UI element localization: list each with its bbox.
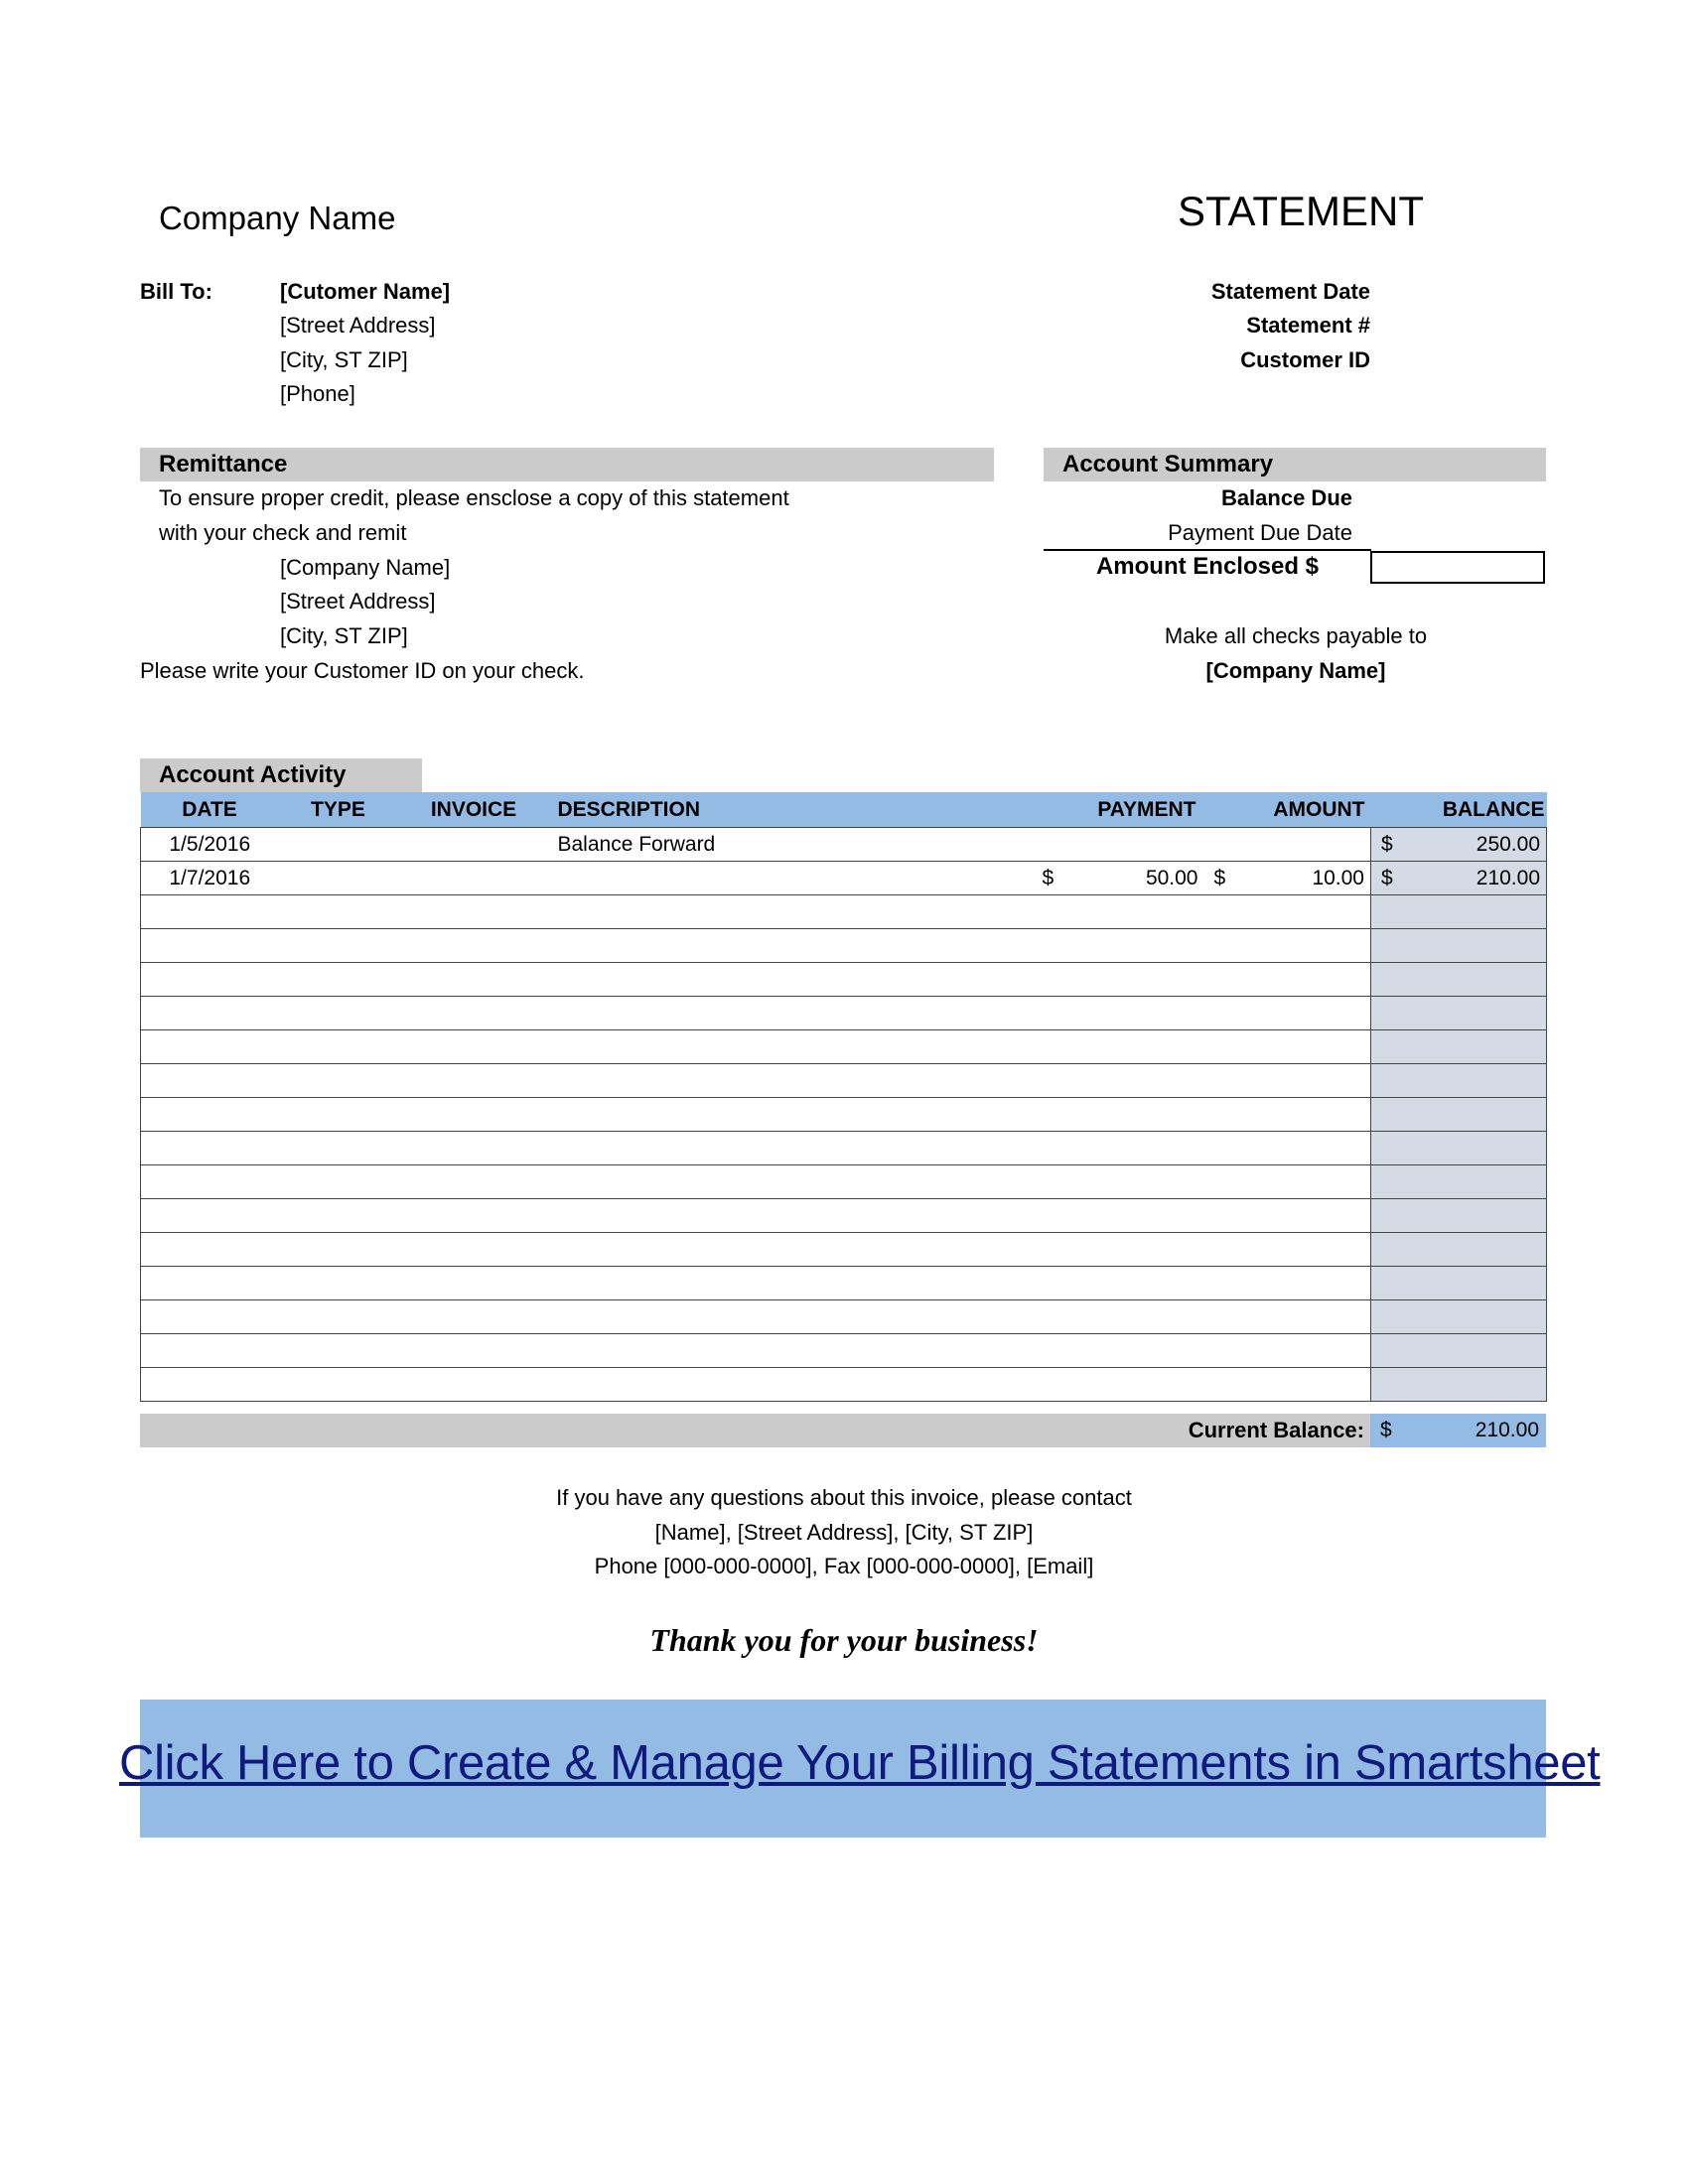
cell-payment [1033, 895, 1204, 929]
cell-type [279, 1267, 398, 1300]
cell-invoice [398, 1300, 550, 1334]
thank-you-message: Thank you for your business! [649, 1622, 1039, 1658]
cell-type [279, 1368, 398, 1402]
cell-type [279, 929, 398, 963]
cell-balance [1371, 1165, 1547, 1199]
cell-payment [1033, 1098, 1204, 1132]
cell-balance [1371, 1064, 1547, 1098]
col-invoice: INVOICE [398, 792, 550, 828]
cell-date [141, 1368, 279, 1402]
table-row [141, 1300, 1547, 1334]
table-row [141, 1064, 1547, 1098]
remit-city: [City, ST ZIP] [280, 623, 408, 648]
cell-balance [1371, 862, 1547, 895]
cell-amount [1204, 1030, 1371, 1064]
cell-balance [1371, 1098, 1547, 1132]
amount-enclosed-label: Amount Enclosed $ [1095, 553, 1319, 580]
cell-balance [1371, 1368, 1547, 1402]
cell-amount [1204, 1098, 1371, 1132]
cell-payment [1033, 1267, 1204, 1300]
cell-date [141, 997, 279, 1030]
cell-description [550, 1300, 1033, 1334]
cell-invoice [398, 895, 550, 929]
cell-amount-value: 10.00 [1312, 866, 1364, 889]
cell-balance [1371, 997, 1547, 1030]
cell-invoice [398, 862, 550, 895]
cell-type [279, 1064, 398, 1098]
cell-amount [1204, 1199, 1371, 1233]
cell-description [550, 1132, 1033, 1165]
cell-amount [1204, 1165, 1371, 1199]
cell-type [279, 895, 398, 929]
cell-description [550, 1030, 1033, 1064]
cell-invoice [398, 1233, 550, 1267]
cell-balance [1371, 1267, 1547, 1300]
cell-balance [1371, 1030, 1547, 1064]
cell-payment [1033, 1165, 1204, 1199]
cell-description [550, 1199, 1033, 1233]
table-row [141, 1165, 1547, 1199]
cell-type [279, 1233, 398, 1267]
cell-payment [1033, 1368, 1204, 1402]
cell-date [141, 929, 279, 963]
cell-description: Balance Forward [550, 828, 1033, 862]
customer-id-note: Please write your Customer ID on your check. [140, 658, 585, 683]
cell-date [141, 1199, 279, 1233]
cell-payment [1033, 1334, 1204, 1368]
contact-line2: [Name], [Street Address], [City, ST ZIP] [654, 1520, 1034, 1545]
contact-line1: If you have any questions about this invoice, please contact [556, 1485, 1132, 1510]
activity-header-row [141, 792, 1547, 828]
cell-payment-value: 50.00 [1145, 866, 1198, 889]
table-row [141, 1368, 1547, 1402]
cell-balance-value: 250.00 [1476, 832, 1540, 856]
cell-invoice [398, 929, 550, 963]
cell-description [550, 1233, 1033, 1267]
account-summary-heading: Account Summary [1062, 451, 1274, 478]
cell-type [279, 1098, 398, 1132]
currency-symbol: $ [1381, 866, 1393, 889]
cell-date [141, 1098, 279, 1132]
cell-description [550, 963, 1033, 997]
bill-to-label: Bill To: [140, 279, 212, 304]
cell-invoice [398, 1334, 550, 1368]
currency-symbol: $ [1042, 866, 1055, 889]
current-balance-label: Current Balance: [1188, 1418, 1364, 1442]
col-description: DESCRIPTION [550, 792, 1033, 828]
cell-description [550, 862, 1033, 895]
statement-number-label: Statement # [1246, 313, 1370, 338]
table-row [141, 862, 1547, 895]
cell-description [550, 997, 1033, 1030]
current-balance-value: 210.00 [1475, 1419, 1539, 1441]
table-row [141, 963, 1547, 997]
table-row [141, 997, 1547, 1030]
cell-type [279, 1199, 398, 1233]
cell-type [279, 1132, 398, 1165]
cell-type [279, 963, 398, 997]
cell-balance [1371, 1199, 1547, 1233]
cell-date [141, 1132, 279, 1165]
cell-description [550, 929, 1033, 963]
cell-date [141, 963, 279, 997]
account-activity-band [140, 758, 422, 792]
cell-description [550, 1098, 1033, 1132]
remittance-line2: with your check and remit [159, 520, 407, 545]
cell-type [279, 1300, 398, 1334]
cell-type [279, 1165, 398, 1199]
cell-date [141, 1030, 279, 1064]
cell-invoice [398, 828, 550, 862]
cell-type [279, 862, 398, 895]
remittance-line1: To ensure proper credit, please ensclose a copy of this statement [159, 485, 789, 510]
company-name: Company Name [159, 200, 396, 236]
cell-balance [1371, 1334, 1547, 1368]
cell-payment [1033, 1064, 1204, 1098]
table-row [141, 1233, 1547, 1267]
cell-payment [1033, 929, 1204, 963]
cell-payment [1033, 828, 1204, 862]
cell-invoice [398, 1368, 550, 1402]
cell-payment [1033, 1233, 1204, 1267]
customer-id-label: Customer ID [1240, 347, 1370, 372]
cell-payment [1033, 862, 1204, 895]
cell-type [279, 828, 398, 862]
account-summary-band [1044, 448, 1546, 481]
cell-date [141, 1064, 279, 1098]
currency-symbol: $ [1213, 866, 1226, 889]
table-row [141, 929, 1547, 963]
cell-description [550, 1064, 1033, 1098]
cell-payment [1033, 997, 1204, 1030]
table-row [141, 1199, 1547, 1233]
cell-date [141, 1233, 279, 1267]
table-row [141, 1334, 1547, 1368]
table-row [141, 1132, 1547, 1165]
payable-to-label: Make all checks payable to [1164, 623, 1428, 648]
customer-city: [City, ST ZIP] [280, 347, 408, 372]
cell-amount [1204, 1233, 1371, 1267]
remittance-heading: Remittance [159, 451, 288, 478]
cell-invoice [398, 1064, 550, 1098]
cell-amount [1204, 1064, 1371, 1098]
cell-type [279, 1030, 398, 1064]
cell-date [141, 895, 279, 929]
cell-invoice [398, 1199, 550, 1233]
cell-invoice [398, 1098, 550, 1132]
remittance-band [140, 448, 994, 481]
cell-amount [1204, 862, 1371, 895]
cell-description [550, 1334, 1033, 1368]
cell-balance [1371, 828, 1547, 862]
account-activity-heading: Account Activity [159, 761, 347, 788]
cell-payment [1033, 1030, 1204, 1064]
customer-street: [Street Address] [280, 313, 436, 338]
currency-symbol: $ [1381, 832, 1393, 856]
customer-name: [Cutomer Name] [280, 279, 451, 304]
cell-amount [1204, 997, 1371, 1030]
cell-invoice [398, 1165, 550, 1199]
amount-enclosed-field[interactable] [1370, 551, 1545, 584]
cell-payment [1033, 1199, 1204, 1233]
col-payment: PAYMENT [1033, 792, 1204, 828]
statement-title: STATEMENT [1177, 188, 1425, 234]
remit-company: [Company Name] [280, 555, 451, 580]
table-row [141, 895, 1547, 929]
table-row [141, 1098, 1547, 1132]
cell-balance [1371, 1233, 1547, 1267]
table-row [141, 1267, 1547, 1300]
cell-amount [1204, 1132, 1371, 1165]
smartsheet-cta-link[interactable]: Click Here to Create & Manage Your Billing Statements in Smartsheet [119, 1736, 1601, 1790]
table-row [141, 1030, 1547, 1064]
cell-invoice [398, 963, 550, 997]
cell-balance [1371, 1132, 1547, 1165]
cell-date: 1/7/2016 [141, 862, 279, 895]
payable-company: [Company Name] [1205, 658, 1386, 683]
cell-description [550, 1368, 1033, 1402]
cell-balance [1371, 963, 1547, 997]
cell-amount [1204, 1334, 1371, 1368]
contact-line3: Phone [000-000-0000], Fax [000-000-0000], [Email] [594, 1554, 1094, 1578]
col-type: TYPE [279, 792, 398, 828]
cell-date [141, 1334, 279, 1368]
cell-date: 1/5/2016 [141, 828, 279, 862]
cell-balance [1371, 1300, 1547, 1334]
cell-amount [1204, 828, 1371, 862]
cell-invoice [398, 1267, 550, 1300]
cell-amount [1204, 1368, 1371, 1402]
payment-due-date-label: Payment Due Date [1168, 520, 1352, 545]
cell-payment [1033, 1300, 1204, 1334]
current-balance-currency: $ [1380, 1419, 1392, 1441]
cell-date [141, 1165, 279, 1199]
cell-amount [1204, 929, 1371, 963]
cell-description [550, 895, 1033, 929]
cell-payment [1033, 1132, 1204, 1165]
cell-invoice [398, 1132, 550, 1165]
col-amount: AMOUNT [1204, 792, 1371, 828]
activity-table [140, 792, 1547, 1402]
cell-type [279, 997, 398, 1030]
cell-date [141, 1267, 279, 1300]
cell-amount [1204, 1267, 1371, 1300]
table-row [141, 828, 1547, 862]
cell-invoice [398, 997, 550, 1030]
cell-invoice [398, 1030, 550, 1064]
cell-type [279, 1334, 398, 1368]
cell-description [550, 1165, 1033, 1199]
col-date: DATE [141, 792, 279, 828]
cell-amount [1204, 1300, 1371, 1334]
remit-street: [Street Address] [280, 589, 436, 614]
balance-due-label: Balance Due [1220, 485, 1352, 510]
cell-payment [1033, 963, 1204, 997]
cell-date [141, 1300, 279, 1334]
cell-description [550, 1267, 1033, 1300]
cell-balance [1371, 929, 1547, 963]
cell-amount [1204, 963, 1371, 997]
customer-phone: [Phone] [280, 381, 355, 406]
cell-balance-value: 210.00 [1476, 866, 1540, 889]
cell-amount [1204, 895, 1371, 929]
statement-date-label: Statement Date [1210, 279, 1370, 304]
col-balance: BALANCE [1371, 792, 1547, 828]
cell-balance [1371, 895, 1547, 929]
